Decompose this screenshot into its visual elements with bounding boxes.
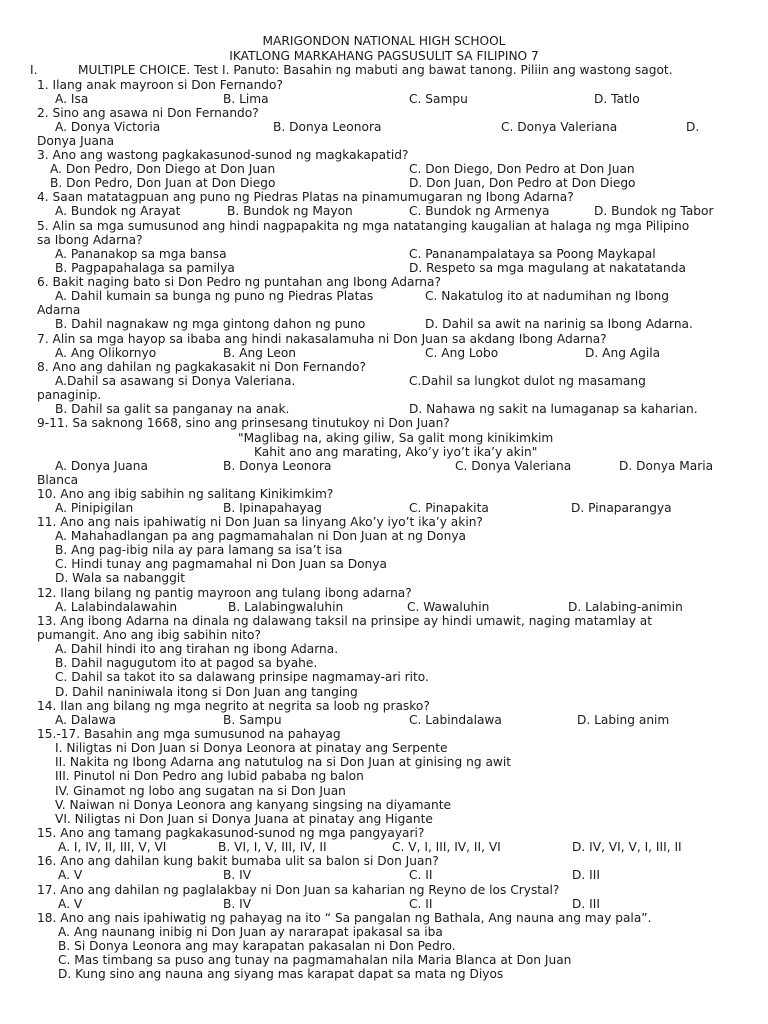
q9-choice-a: A. Donya Juana bbox=[55, 459, 148, 473]
q13-choice-b: B. Dahil nagugutom ito at pagod sa byahe. bbox=[55, 656, 318, 670]
question-14: 14. Ilan ang bilang ng mga negrito at negrita sa loob ng prasko? bbox=[37, 699, 430, 713]
school-name: MARIGONDON NATIONAL HIGH SCHOOL bbox=[262, 34, 506, 48]
q3-choice-a: A. Don Pedro, Don Diego at Don Juan bbox=[50, 162, 276, 176]
q14-choice-a: A. Dalawa bbox=[55, 713, 117, 727]
q15-choice-a: A. I, IV, II, III, V, VI bbox=[58, 840, 167, 854]
question-16: 16. Ano ang dahilan kung bakit bumaba ulit sa balon si Don Juan? bbox=[37, 854, 439, 868]
question-1: 1. Ilang anak mayroon si Don Fernando? bbox=[37, 78, 283, 92]
q14-choice-c: C. Labindalawa bbox=[409, 713, 502, 727]
question-18: 18. Ano ang nais ipahiwatig ng pahayag na ito “ Sa pangalan ng Bathala, Ang nauna ang may pala”. bbox=[37, 911, 652, 925]
q17-choice-d: D. III bbox=[572, 897, 600, 911]
q13-choice-a: A. Dahil hindi ito ang tirahan ng ibong Adarna. bbox=[55, 642, 339, 656]
q8-choice-c-cont: panaginip. bbox=[37, 388, 102, 402]
statement-2: II. Nakita ng Ibong Adarna ang natutulog na si Don Juan at ginising ng awit bbox=[55, 755, 512, 769]
q7-choice-a: A. Ang Olikornyo bbox=[55, 346, 157, 360]
question-7: 7. Alin sa mga hayop sa ibaba ang hindi nakasalamuha ni Don Juan sa akdang Ibong Adarna? bbox=[37, 332, 607, 346]
question-10: 10. Ano ang ibig sabihin ng salitang Kinikimkim? bbox=[37, 487, 334, 501]
q8-choice-d: D. Nahawa ng sakit na lumaganap sa kaharian. bbox=[409, 402, 698, 416]
q2-choice-c: C. Donya Valeriana bbox=[501, 120, 618, 134]
q18-choice-c: C. Mas timbang sa puso ang tunay na pagmamahalan nila Maria Blanca at Don Juan bbox=[58, 953, 572, 967]
q8-choice-b: B. Dahil sa galit sa panganay na anak. bbox=[55, 402, 290, 416]
q18-choice-b: B. Si Donya Leonora ang may karapatan pakasalan ni Don Pedro. bbox=[58, 939, 456, 953]
q15-choice-b: B. VI, I, V, III, IV, II bbox=[218, 840, 327, 854]
q4-choice-b: B. Bundok ng Mayon bbox=[227, 204, 353, 218]
q11-choice-d: D. Wala sa nabanggit bbox=[55, 571, 186, 585]
q9-choice-d-cont: Blanca bbox=[37, 473, 79, 487]
question-9-11: 9-11. Sa saknong 1668, sino ang prinsesang tinutukoy ni Don Juan? bbox=[37, 416, 450, 430]
q15-choice-d: D. IV, VI, V, I, III, II bbox=[572, 840, 682, 854]
q5-choice-d: D. Respeto sa mga magulang at nakatatanda bbox=[409, 261, 686, 275]
question-6: 6. Bakit naging bato si Don Pedro ng puntahan ang Ibong Adarna? bbox=[37, 275, 441, 289]
q8-choice-a: A.Dahil sa asawang si Donya Valeriana. bbox=[55, 374, 296, 388]
q16-choice-c: C. II bbox=[409, 868, 433, 882]
q13-choice-c: C. Dahil sa takot ito sa dalawang prinsipe nagmamay-ari rito. bbox=[55, 670, 429, 684]
q11-choice-a: A. Mahahadlangan pa ang pagmamahalan ni Don Juan at ng Donya bbox=[55, 529, 467, 543]
q5-choice-c: C. Pananampalataya sa Poong Maykapal bbox=[409, 247, 656, 261]
q6-choice-b: B. Dahil nagnakaw ng mga gintong dahon ng puno bbox=[55, 317, 366, 331]
statement-4: IV. Ginamot ng lobo ang sugatan na si Don Juan bbox=[55, 784, 346, 798]
q3-choice-d: D. Don Juan, Don Pedro at Don Diego bbox=[409, 176, 636, 190]
q18-choice-a: A. Ang naunang inibig ni Don Juan ay nararapat ipakasal sa iba bbox=[58, 925, 443, 939]
q9-choice-d: D. Donya Maria bbox=[619, 459, 714, 473]
statement-1: I. Niligtas ni Don Juan si Donya Leonora at pinatay ang Serpente bbox=[55, 741, 448, 755]
q4-choice-d: D. Bundok ng Tabor bbox=[594, 204, 714, 218]
question-3: 3. Ano ang wastong pagkakasunod-sunod ng magkakapatid? bbox=[37, 148, 409, 162]
question-2: 2. Sino ang asawa ni Don Fernando? bbox=[37, 106, 259, 120]
q17-choice-b: B. IV bbox=[223, 897, 252, 911]
q2-choice-a: A. Donya Victoria bbox=[55, 120, 161, 134]
q10-choice-c: C. Pinapakita bbox=[409, 501, 489, 515]
q3-choice-c: C. Don Diego, Don Pedro at Don Juan bbox=[409, 162, 635, 176]
q1-choice-d: D. Tatlo bbox=[594, 92, 640, 106]
q8-choice-c: C.Dahil sa lungkot dulot ng masamang bbox=[409, 374, 646, 388]
q16-choice-b: B. IV bbox=[223, 868, 252, 882]
q18-choice-d: D. Kung sino ang nauna ang siyang mas karapat dapat sa mata ng Diyos bbox=[58, 967, 504, 981]
q5-choice-a: A. Pananakop sa mga bansa bbox=[55, 247, 227, 261]
q2-choice-d-cont: Donya Juana bbox=[37, 134, 115, 148]
q16-choice-d: D. III bbox=[572, 868, 600, 882]
q2-choice-b: B. Donya Leonora bbox=[273, 120, 382, 134]
q4-choice-a: A. Bundok ng Arayat bbox=[55, 204, 181, 218]
q11-choice-b: B. Ang pag-ibig nila ay para lamang sa isa’t isa bbox=[55, 543, 343, 557]
q16-choice-a: A. V bbox=[58, 868, 83, 882]
q7-choice-b: B. Ang Leon bbox=[223, 346, 297, 360]
q6-choice-d: D. Dahil sa awit na narinig sa Ibong Adarna. bbox=[425, 317, 693, 331]
q17-choice-a: A. V bbox=[58, 897, 83, 911]
q14-choice-d: D. Labing anim bbox=[577, 713, 670, 727]
question-4: 4. Saan matatagpuan ang puno ng Piedras Platas na pinamumugaran ng Ibong Adarna? bbox=[37, 190, 574, 204]
statement-6: VI. Niligtas ni Don Juan si Donya Juana at pinatay ang Higante bbox=[55, 812, 433, 826]
question-15: 15. Ano ang tamang pagkakasunod-sunod ng mga pangyayari? bbox=[37, 826, 425, 840]
q7-choice-c: C. Ang Lobo bbox=[425, 346, 499, 360]
question-5: 5. Alin sa mga sumusunod ang hindi nagpapakita ng mga natatanging kaugalian at halaga ng mga Pilipino bbox=[37, 219, 690, 233]
q2-choice-d: D. bbox=[686, 120, 700, 134]
q12-choice-a: A. Lalabindalawahin bbox=[55, 600, 178, 614]
question-17: 17. Ano ang dahilan ng paglalakbay ni Don Juan sa kaharian ng Reyno de los Crystal? bbox=[37, 883, 560, 897]
q9-choice-c: C. Donya Valeriana bbox=[455, 459, 572, 473]
q13-choice-d: D. Dahil naniniwala itong si Don Juan ang tanging bbox=[55, 685, 358, 699]
q5-choice-b: B. Pagpapahalaga sa pamilya bbox=[55, 261, 235, 275]
statement-5: V. Naiwan ni Donya Leonora ang kanyang singsing na diyamante bbox=[55, 798, 452, 812]
q12-choice-d: D. Lalabing-animin bbox=[568, 600, 683, 614]
section-number: I. bbox=[30, 63, 38, 77]
q12-choice-c: C. Wawaluhin bbox=[407, 600, 490, 614]
question-12: 12. Ilang bilang ng pantig mayroon ang tulang ibong adarna? bbox=[37, 586, 412, 600]
q7-choice-d: D. Ang Agila bbox=[585, 346, 661, 360]
question-15-17: 15.-17. Basahin ang mga sumusunod na pahayag bbox=[37, 727, 341, 741]
q11-choice-c: C. Hindi tunay ang pagmamahal ni Don Juan sa Donya bbox=[55, 557, 387, 571]
q1-choice-a: A. Isa bbox=[55, 92, 89, 106]
question-11: 11. Ano ang nais ipahiwatig ni Don Juan sa linyang Ako’y iyo’t ika’y akin? bbox=[37, 515, 483, 529]
q17-choice-c: C. II bbox=[409, 897, 433, 911]
quote-line-1: "Maglibag na, aking giliw, Sa galit mong kinikimkim bbox=[238, 431, 554, 445]
q15-choice-c: C. V, I, III, IV, II, VI bbox=[392, 840, 501, 854]
q6-choice-c: C. Nakatulog ito at nadumihan ng Ibong bbox=[425, 289, 670, 303]
question-5-cont: sa Ibong Adarna? bbox=[37, 233, 143, 247]
q10-choice-d: D. Pinaparangya bbox=[571, 501, 672, 515]
exam-title: IKATLONG MARKAHANG PAGSUSULIT SA FILIPINO 7 bbox=[229, 49, 539, 63]
quote-line-2: Kahit ano ang marating, Ako’y iyo’t ika’y akin" bbox=[254, 445, 538, 459]
q3-choice-b: B. Don Pedro, Don Juan at Don Diego bbox=[50, 176, 276, 190]
question-13-cont: pumangit. Ano ang ibig sabihin nito? bbox=[37, 628, 261, 642]
section-instruction: MULTIPLE CHOICE. Test I. Panuto: Basahin ng mabuti ang bawat tanong. Piliin ang wastong sagot. bbox=[78, 63, 673, 77]
q1-choice-c: C. Sampu bbox=[409, 92, 468, 106]
question-8: 8. Ano ang dahilan ng pagkakasakit ni Don Fernando? bbox=[37, 360, 366, 374]
statement-3: III. Pinutol ni Don Pedro ang lubid pababa ng balon bbox=[55, 769, 364, 783]
q10-choice-a: A. Pinipigilan bbox=[55, 501, 134, 515]
question-13: 13. Ang ibong Adarna na dinala ng dalawang taksil na prinsipe ay hindi umawit, naging matamlay at bbox=[37, 614, 653, 628]
q12-choice-b: B. Lalabingwaluhin bbox=[228, 600, 344, 614]
q14-choice-b: B. Sampu bbox=[223, 713, 282, 727]
q9-choice-b: B. Donya Leonora bbox=[223, 459, 332, 473]
q4-choice-c: C. Bundok ng Armenya bbox=[409, 204, 550, 218]
q6-choice-a: A. Dahil kumain sa bunga ng puno ng Piedras Platas bbox=[55, 289, 374, 303]
q1-choice-b: B. Lima bbox=[223, 92, 269, 106]
q10-choice-b: B. Ipinapahayag bbox=[223, 501, 322, 515]
q6-choice-c-cont: Adarna bbox=[37, 303, 81, 317]
